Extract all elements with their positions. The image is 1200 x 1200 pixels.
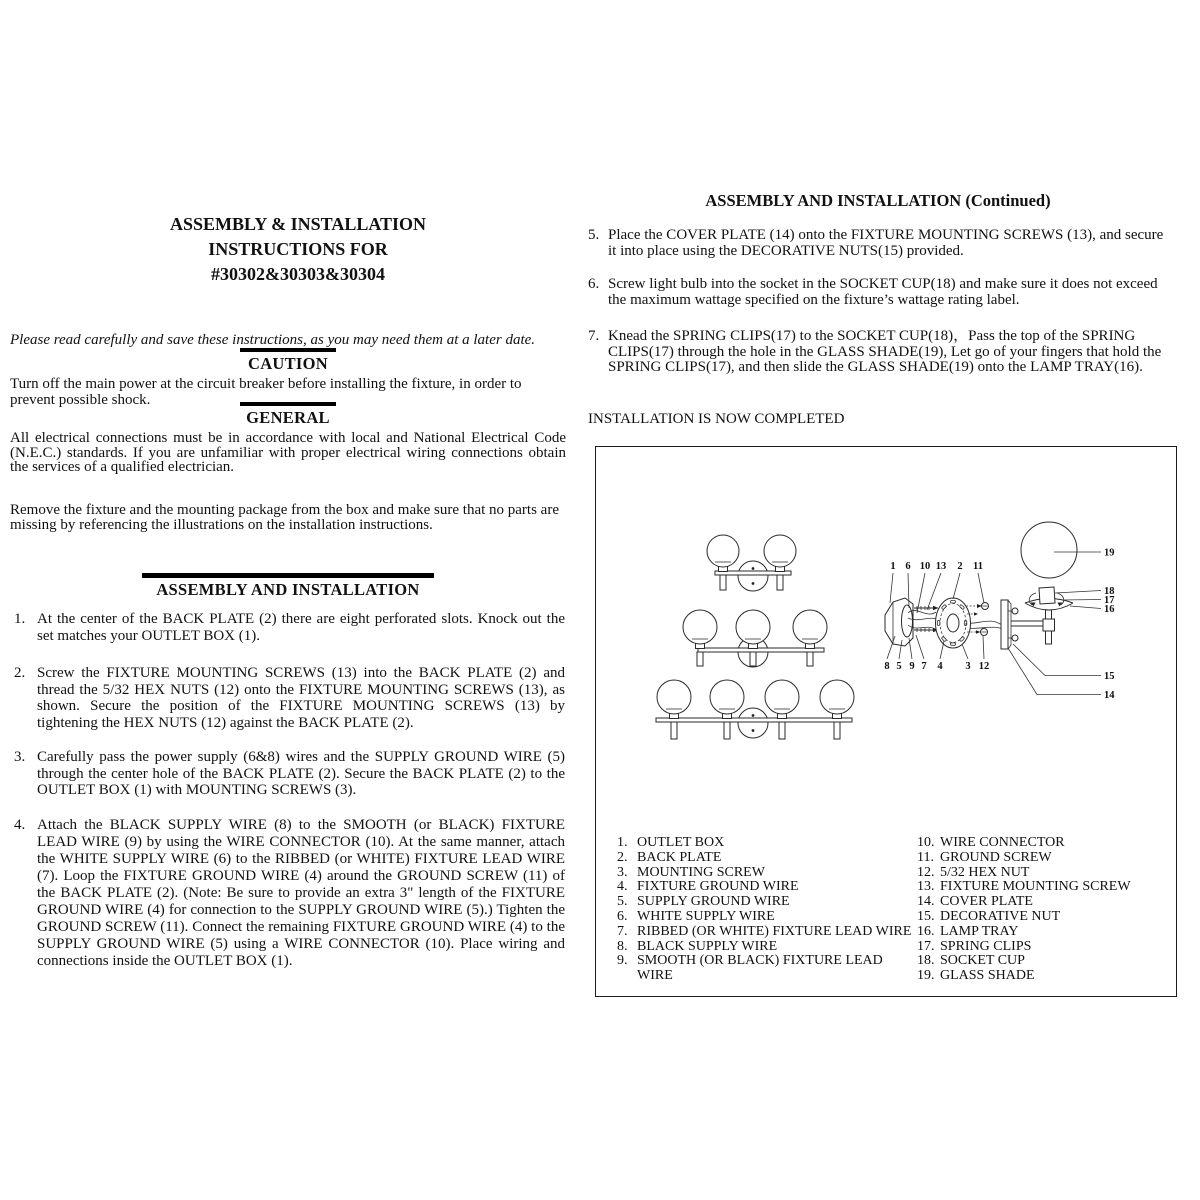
- intro-note: Please read carefully and save these instructions, as you may need them at a later date.: [10, 332, 536, 348]
- callout-label: 2: [957, 561, 963, 572]
- general-para-2: Remove the fixture and the mounting package from the box and make sure that no parts are missing by referencing the illustrations on the installation instructions.: [10, 502, 559, 534]
- diagram-box: [595, 446, 1177, 997]
- part-item: [917, 866, 1169, 881]
- part-item: [917, 895, 1169, 910]
- item-text: Screw the FIXTURE MOUNTING SCREWS (13) into the BACK PLATE (2) and thread the 5/32 HEX NUTS (12) onto the FIXTURE MOUNTING SCREWS (13), as shown. Secure the position of the FIXTURE MOUNTING SCREWS (13) by tightening the HEX NUTS (12) against the BACK PLATE (2).: [37, 665, 565, 731]
- part-number: 12.: [917, 864, 935, 880]
- callout-label: 13: [935, 561, 947, 572]
- instruction-item-1: [14, 611, 565, 644]
- part-item: [617, 925, 913, 940]
- item-number: 1.: [14, 611, 26, 627]
- continued-heading: ASSEMBLY AND INSTALLATION (Continued): [705, 191, 1051, 210]
- part-number: 10.: [917, 835, 935, 850]
- part-item: [917, 910, 1169, 925]
- part-name: WIRE CONNECTOR: [940, 835, 1065, 850]
- part-number: 19.: [917, 968, 935, 984]
- fixture-two-light: [707, 535, 796, 591]
- callout-label: 18: [1104, 586, 1115, 597]
- assembly-heading-text: ASSEMBLY AND INSTALLATION: [156, 580, 420, 599]
- part-number: 1.: [617, 835, 628, 850]
- part-item: [617, 895, 913, 910]
- part-name: OUTLET BOX: [637, 835, 725, 850]
- item-text: Screw light bulb into the socket in the SOCKET CUP(18) and make sure it does not exceed the maximum wattage specified on the fixture’s wattage rating label.: [608, 276, 1158, 308]
- part-item-continuation: [617, 969, 913, 984]
- callout-label: 5: [896, 661, 902, 672]
- part-name: 5/32 HEX NUT: [940, 864, 1030, 880]
- item-text: At the center of the BACK PLATE (2) there are eight perforated slots. Knock out the set matches your OUTLET BOX (1).: [37, 611, 565, 644]
- callout-label: 16: [1104, 604, 1115, 615]
- callout-label: 1: [890, 561, 896, 572]
- title-line-3: #30302&30303&30304: [211, 264, 385, 284]
- caution-body: Turn off the main power at the circuit breaker before installing the fixture, in order to prevent possible shock.: [10, 376, 522, 408]
- part-item: [617, 954, 913, 969]
- item-number: 2.: [14, 665, 26, 681]
- callout-label: 19: [1104, 547, 1115, 559]
- part-item: [617, 940, 913, 955]
- item-number: 5.: [588, 227, 600, 243]
- part-name: LAMP TRAY: [940, 923, 1019, 939]
- part-name: BACK PLATE: [637, 849, 722, 865]
- callout-label: 15: [1104, 671, 1115, 682]
- part-item: [917, 880, 1169, 895]
- instruction-item-2: [14, 665, 565, 731]
- part-name: GLASS SHADE: [940, 968, 1035, 984]
- part-number: 2.: [617, 849, 628, 865]
- item-text: Carefully pass the power supply (6&8) wires and the SUPPLY GROUND WIRE (5) through the center hole of the BACK PLATE (2). Secure the BACK PLATE (2) to the OUTLET BOX (1) with MOUNTING SCREWS (3).: [37, 749, 565, 798]
- item-text: Place the COVER PLATE (14) onto the FIXTURE MOUNTING SCREWS (13), and secure it into place using the DECORATIVE NUTS(15) provided.: [608, 227, 1164, 259]
- part-number: 13.: [917, 879, 935, 895]
- part-item: [917, 851, 1169, 866]
- callout-label: 4: [937, 661, 943, 672]
- callout-label: 6: [905, 561, 911, 572]
- callout-leader-lines: [887, 552, 1101, 695]
- parts-list-right: [917, 836, 1169, 984]
- part-name: SOCKET CUP: [940, 953, 1025, 969]
- callout-numbers-right: [1104, 548, 1115, 702]
- part-number: 15.: [917, 908, 935, 924]
- part-number: 14.: [917, 894, 935, 910]
- part-number: 5.: [617, 894, 628, 910]
- part-item: [617, 851, 913, 866]
- glass-shade-drawing: [1021, 522, 1077, 578]
- part-name: SUPPLY GROUND WIRE: [637, 894, 790, 910]
- part-name: DECORATIVE NUT: [940, 908, 1061, 924]
- caution-heading: [10, 348, 566, 374]
- item-number: 6.: [588, 276, 600, 292]
- part-name: SPRING CLIPS: [940, 938, 1032, 954]
- general-para-1: All electrical connections must be in accordance with local and National Electrical Code (N.E.C.) standards. If you are unfamiliar with proper electrical wiring connections obtain the services of a qualified electrician.: [10, 430, 566, 476]
- assembly-heading: [10, 573, 566, 600]
- item-number: 3.: [14, 749, 26, 765]
- item-text: Attach the BLACK SUPPLY WIRE (8) to the SMOOTH (or BLACK) FIXTURE LEAD WIRE (9) by using the WIRE CONNECTOR (10). At the same manner, attach the WHITE SUPPLY WIRE (6) to the RIBBED (or WHITE) FIXTURE LEAD WIRE (7). Loop the FIXTURE GROUND WIRE (4) around the GROUND SCREW (11) of the BACK PLATE (2). (Note: Be sure to provide an extra 3" length of the FIXTURE GROUND WIRE (4) for connection to the SUPPLY GROUND WIRE (5).) Tighten the GROUND SCREW (11). Connect the remaining FIXTURE GROUND WIRE (4) to the SUPPLY GROUND WIRE (5) using a WIRE CONNECTOR (10). Place wiring and connections inside the OUTLET BOX (1).: [37, 817, 565, 969]
- lamp-tray-drawing: [1025, 587, 1073, 610]
- cover-plate-drawing: [1001, 600, 1018, 649]
- part-name: BLACK SUPPLY WIRE: [637, 938, 778, 954]
- part-item: [917, 969, 1169, 984]
- instruction-item-7: [588, 329, 1168, 376]
- part-number: 18.: [917, 953, 935, 969]
- part-item: [917, 925, 1169, 940]
- general-rule: [240, 402, 336, 406]
- part-item: [617, 910, 913, 925]
- fixture-three-light: [683, 610, 827, 667]
- item-number: 4.: [14, 817, 26, 833]
- callout-label: 8: [884, 661, 890, 672]
- fixture-four-light: [656, 680, 854, 739]
- general-heading: [10, 402, 566, 428]
- part-item: [617, 866, 913, 881]
- part-name: GROUND SCREW: [940, 849, 1052, 865]
- completed-note: INSTALLATION IS NOW COMPLETED: [588, 411, 845, 427]
- part-number: 6.: [617, 908, 628, 924]
- item-text: Knead the SPRING CLIPS(17) to the SOCKET CUP(18)，Pass the top of the SPRING CLIPS(17) through the hole in the GLASS SHADE(19), Let go of your fingers that hold the SPRING CLIPS(17), and then slide the GLASS SHADE(19) onto the LAMP TRAY(16).: [608, 328, 1162, 375]
- part-item: [917, 954, 1169, 969]
- instruction-item-6: [588, 277, 1168, 308]
- callout-label: 14: [1104, 690, 1115, 701]
- part-item: [917, 940, 1169, 955]
- part-number: 16.: [917, 923, 935, 939]
- general-heading-text: GENERAL: [246, 408, 330, 427]
- item-number: 7.: [588, 328, 600, 344]
- callout-label: 17: [1104, 595, 1115, 606]
- callout-label: 3: [965, 661, 971, 672]
- title-line-2: INSTRUCTIONS FOR: [208, 239, 388, 259]
- part-number: 11.: [917, 849, 934, 865]
- part-name: WIRE: [637, 968, 673, 984]
- part-number: 9.: [617, 953, 628, 969]
- part-name: MOUNTING SCREW: [637, 864, 765, 880]
- back-plate-drawing: [936, 598, 971, 648]
- part-number: 7.: [617, 923, 628, 939]
- callout-label: 9: [909, 661, 915, 672]
- part-name: COVER PLATE: [940, 894, 1033, 910]
- part-name: RIBBED (OR WHITE) FIXTURE LEAD WIRE: [637, 923, 912, 939]
- callout-label: 11: [973, 561, 983, 572]
- part-name: FIXTURE GROUND WIRE: [637, 879, 799, 895]
- part-number: 8.: [617, 938, 628, 954]
- instruction-item-3: [14, 749, 565, 799]
- caution-heading-text: CAUTION: [247, 354, 329, 373]
- part-number: 4.: [617, 879, 628, 895]
- part-name: FIXTURE MOUNTING SCREW: [940, 879, 1131, 895]
- part-item: [617, 836, 913, 851]
- part-item: [917, 836, 1169, 851]
- part-number: 3.: [617, 864, 628, 880]
- document-title: [20, 212, 576, 287]
- part-number: 17.: [917, 938, 935, 954]
- parts-list-left: [617, 836, 913, 984]
- callout-label: 12: [978, 661, 990, 672]
- exploded-view: [884, 522, 1115, 701]
- assembly-rule: [142, 573, 434, 578]
- part-number: [617, 969, 637, 984]
- instruction-item-5: [588, 228, 1168, 259]
- callout-label: 10: [919, 561, 931, 572]
- part-name: WHITE SUPPLY WIRE: [637, 908, 775, 924]
- part-item: [617, 880, 913, 895]
- callout-label: 7: [921, 661, 927, 672]
- instruction-item-4: [14, 817, 565, 970]
- part-name: SMOOTH (OR BLACK) FIXTURE LEAD: [637, 953, 883, 969]
- caution-rule: [240, 348, 336, 352]
- title-line-1: ASSEMBLY & INSTALLATION: [169, 214, 427, 234]
